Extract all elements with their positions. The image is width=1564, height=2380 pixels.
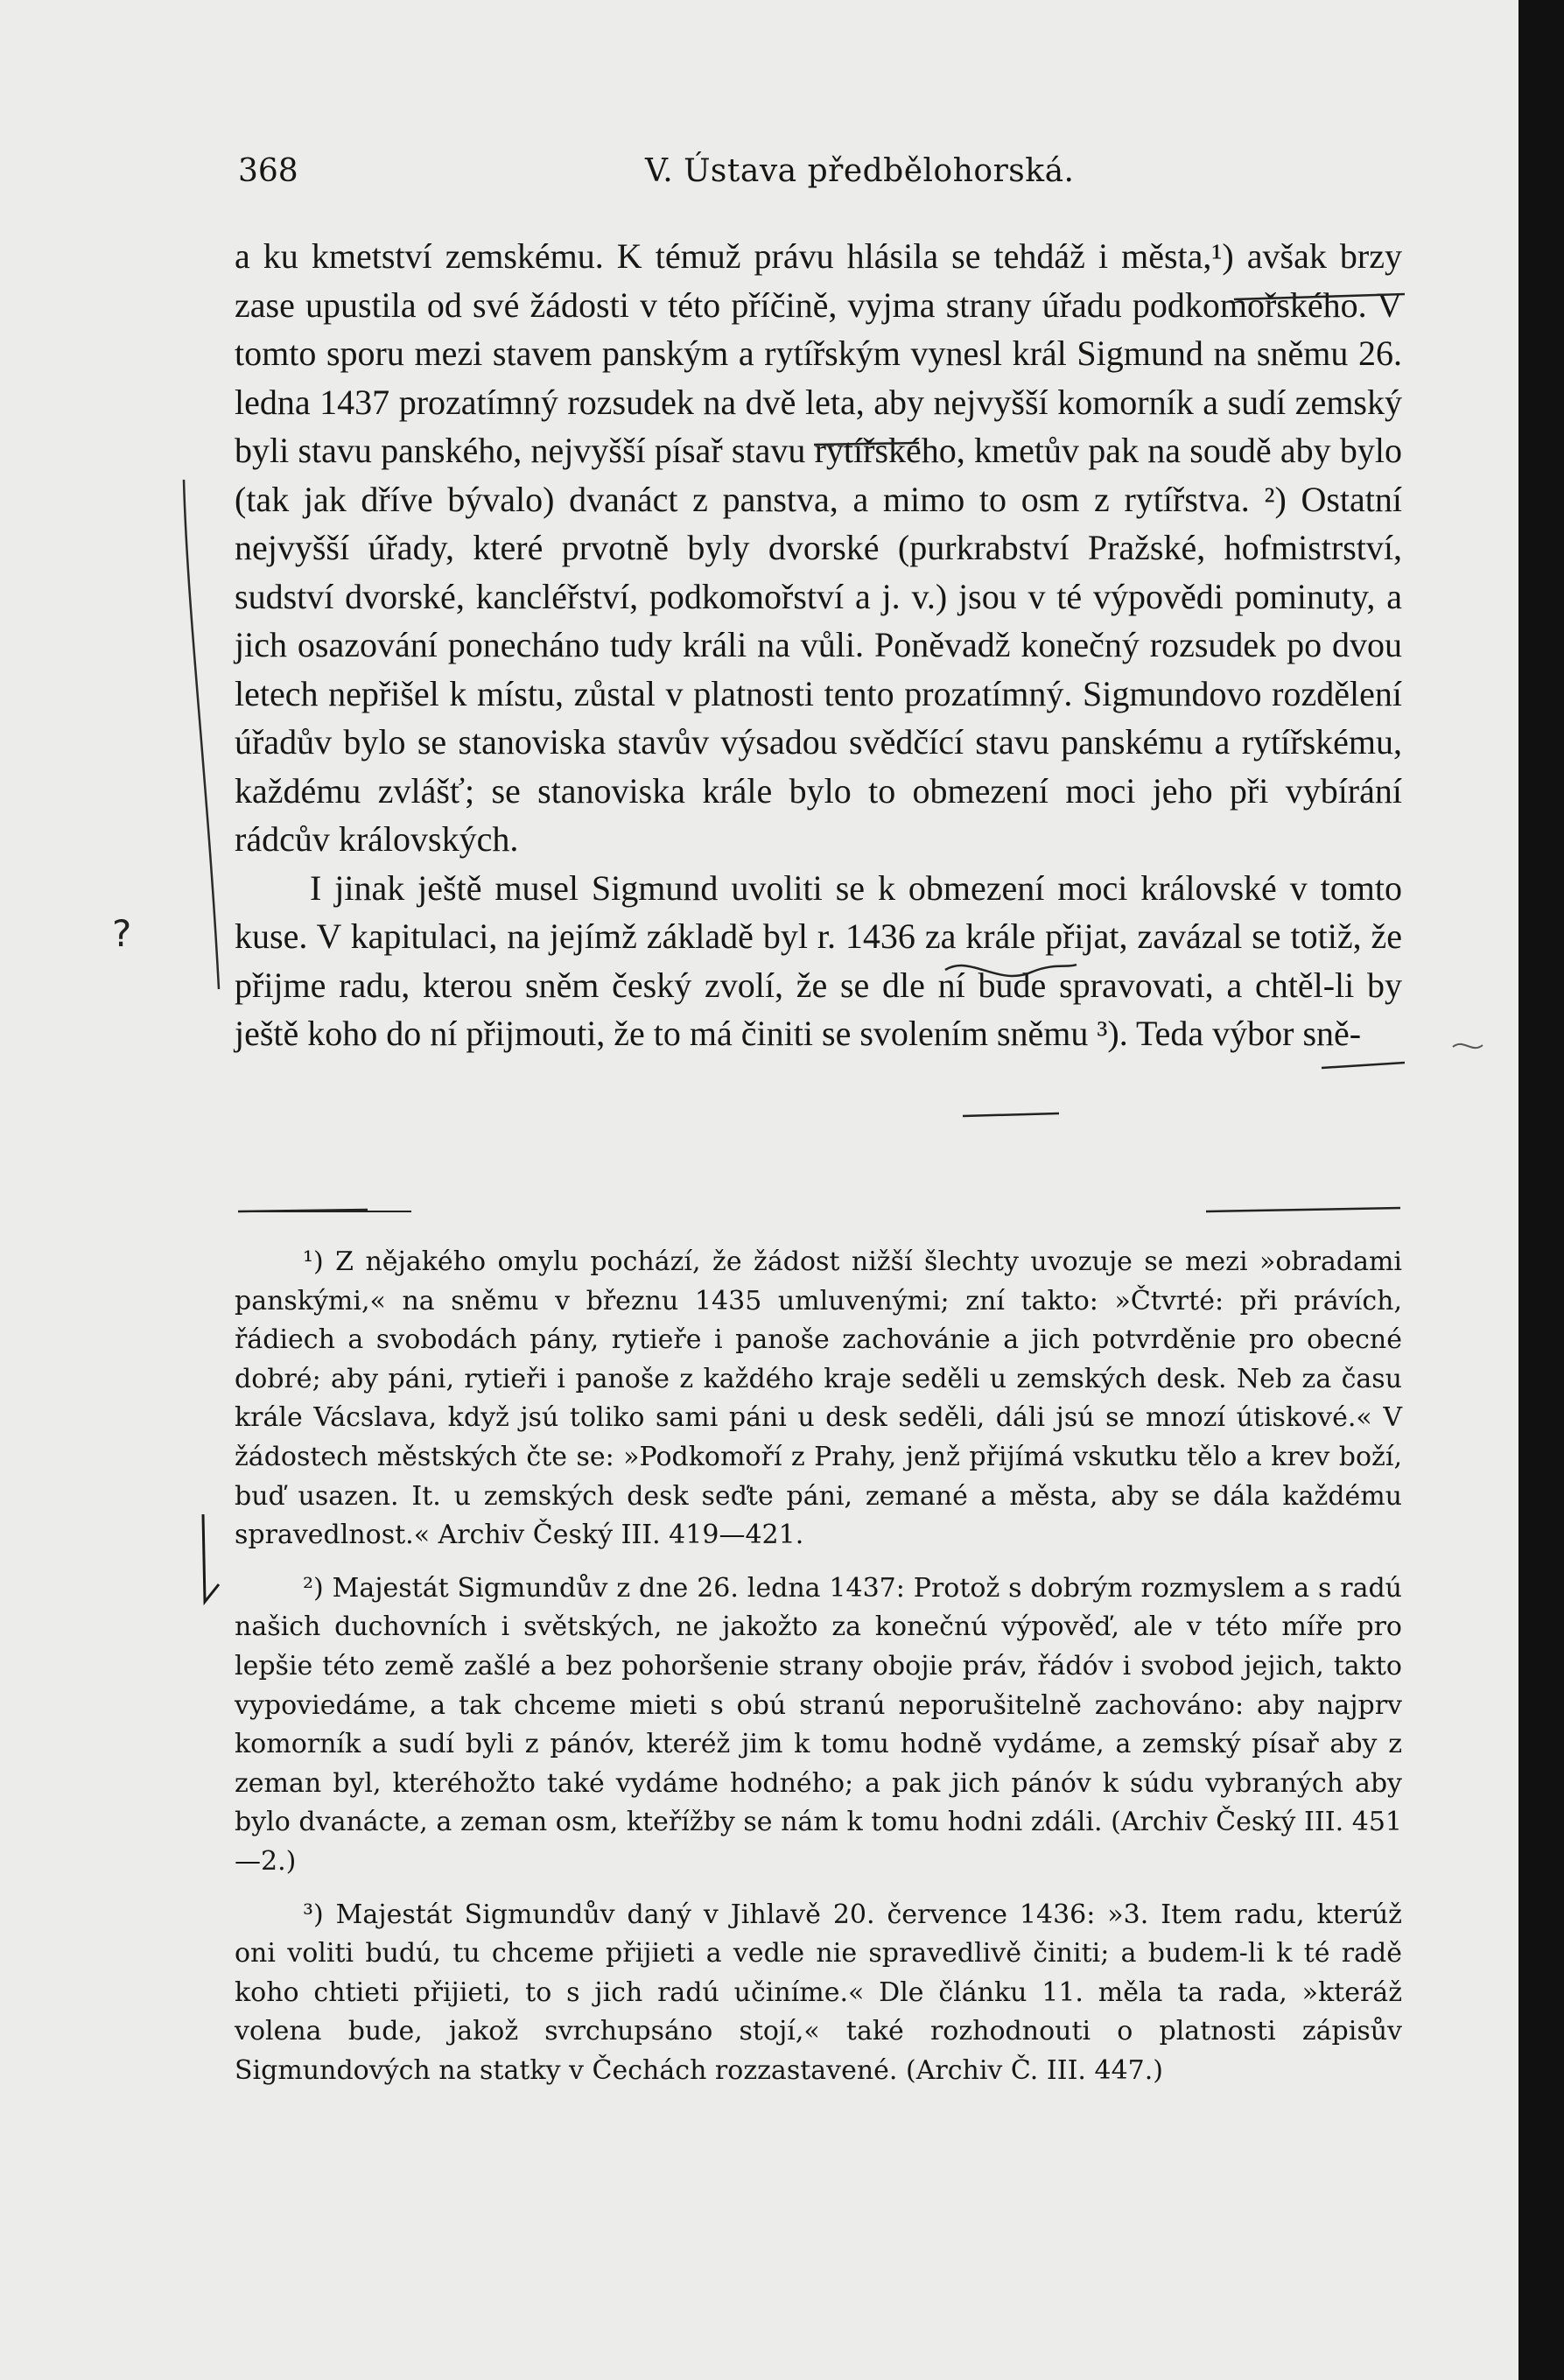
scan-border (1518, 0, 1564, 2380)
margin-question-mark: ? (112, 912, 132, 955)
underline-radu (963, 1113, 1059, 1116)
footnote-1: ¹) Z nějakého omylu pochází, že žádost nižší šlechty uvozuje se mezi »obradami panskými,« na sněmu v březnu 1435 umluvenými; zní takto: »Čtvrté: při právích, řádiech a svobodách pány, rytieře i panoše zachovánie a jich potvrděnie pro obecné dobré; aby páni, rytieři i panoše z každého kraje seděli u zemských desk. Neb za času krále Vácslava, když jsú toliko sami páni u desk seděli, dáli jsú se mnozí útiskové.« V žádostech městských čte se: »Podkomoří z Prahy, jenž přijímá vskutku tělo a krev boží, buď usazen. It. u zemských desk seďte páni, zemané a města, aby se dála každému spravedlnost.« Archiv Český III. 419—421. (235, 1246, 1402, 1551)
main-text (235, 232, 1402, 1058)
footnote-separator (254, 1211, 411, 1212)
margin-line-main (184, 480, 219, 989)
page-header (238, 153, 1402, 206)
margin-tilde (1453, 1044, 1483, 1048)
underline-1436 (1322, 1063, 1405, 1068)
underline-vybor (1206, 1208, 1400, 1211)
paragraph-1: a ku kmetství zemskému. K témuž právu hlásila se tehdáž i města,¹) avšak brzy zase upustila od své žádosti v této příčině, vyjma strany úřadu podkomořského. V tomto sporu mezi stavem panským a rytířským vynesl král Sigmund na sněmu 26. ledna 1437 prozatímný rozsudek na dvě leta, aby nejvyšší komorník a sudí zemský byli stavu panského, nejvyšší písař stavu rytířského, kmetův pak na soudě aby bylo (tak jak dříve bývalo) dvanáct z panstva, a mimo to osm z rytířstva. ²) Ostatní nejvyšší úřady, které prvotně byly dvorské (purkrabství Pražské, hofmistrství, sudství dvorské, kancléřství, podkomořství a j. v.) jsou v té výpovědi pominuty, a jich osazování ponecháno tudy králi na vůli. Poněvadž konečný rozsudek po dvou letech nepřišel k místu, zůstal v platnosti tento prozatímný. Sigmundovo rozdělení úřadův bylo se stanoviska stavův výsadou svědčící stavu panskému a rytířskému, každému zvlášť; se stanoviska krále bylo to obmezení moci jeho při vybírání rádcův královských. (235, 236, 1402, 859)
paragraph-2: I jinak ještě musel Sigmund uvoliti se k obmezení moci královské v tomto kuse. V kapitulaci, na jejímž základě byl r. 1436 za krále přijat, zavázal se totiž, že přijme radu, kterou sněm český zvolí, že se dle ní bude spravovati, a chtěl-li by ještě koho do ní přijmouti, že to má činiti se svolením sněmu ³). Teda výbor sně- (235, 867, 1402, 1053)
running-title: V. Ústava předbělohorská. (645, 153, 1075, 189)
margin-line-footnote (203, 1514, 219, 1602)
footnotes (235, 1243, 1402, 2104)
page-number: 368 (238, 153, 298, 189)
footnote-3: ³) Majestát Sigmundův daný v Jihlavě 20. července 1436: »3. Item radu, kterúž oni voliti budú, tu chceme přijieti a vedle nie spravedlivě činiti; a budem-li k té radě koho chtieti přijieti, to s jich radú učiníme.« Dle článku 11. měla ta rada, »kteráž volena bude, jakož svrchupsáno stojí,« také rozhodnouti o platnosti zápisův Sigmundových na statky v Čechách rozzastavené. (Archiv Č. III. 447.) (235, 1899, 1402, 2086)
footnote-2: ²) Majestát Sigmundův z dne 26. ledna 1437: Protož s dobrým rozmyslem a s radú našich duchovních i světských, ne jakožto za konečnú výpověď, ale v této míře pro lepšie této země zašlé a bez pohoršenie strany obojie práv, řádóv i svobod jejich, takto vypoviedáme, a tak chceme mieti s obú stranú neporušitelně zachováno: aby najprv komorník a sudí byli z pánóv, kteréž jim k tomu hodně vydáme, a zemský písař aby z zeman byl, kteréhožto také vydáme hodného; a pak jich pánóv k súdu vybraných aby bylo dvanácte, a zeman osm, kteřížby se nám k tomu hodni zdáli. (Archiv Český III. 451—2.) (235, 1572, 1402, 1877)
